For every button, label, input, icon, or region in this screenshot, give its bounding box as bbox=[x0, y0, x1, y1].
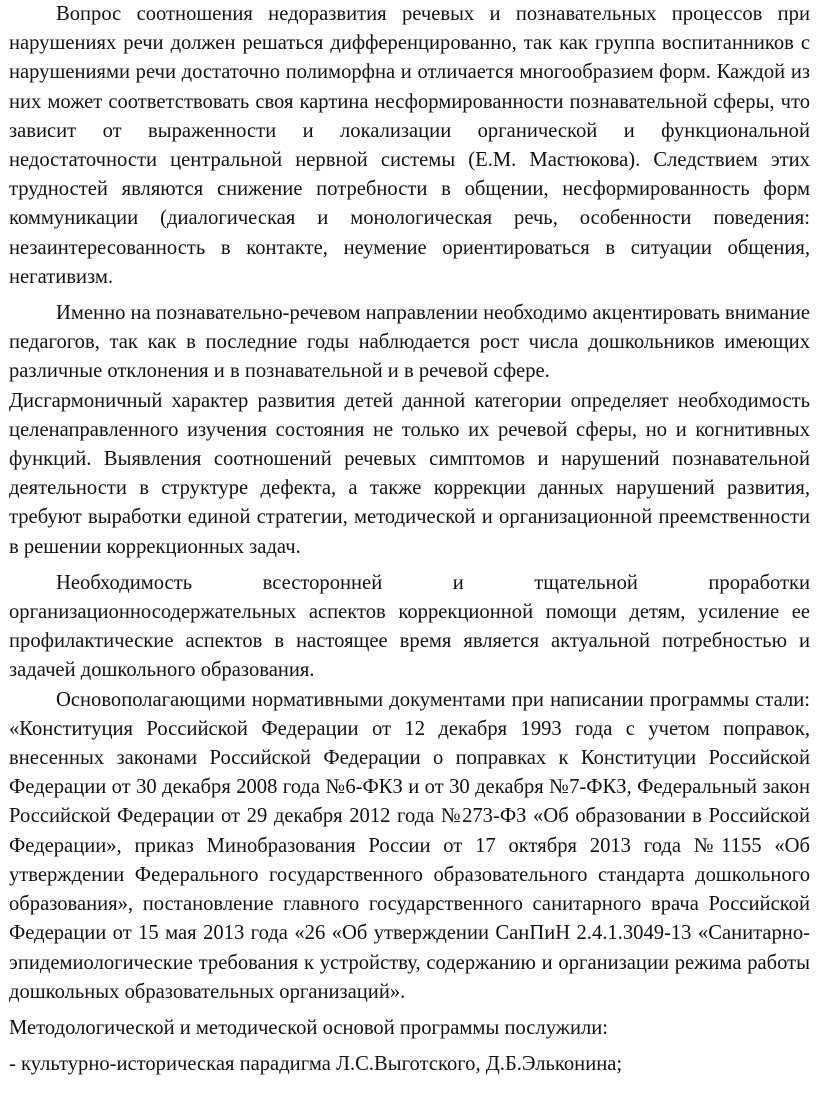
paragraph-speech-cognition: Вопрос соотношения недоразвития речевых и познавательных процессов при нарушениях речи должен решаться дифференцированно, так как группа воспитанников с нарушениями речи достаточно полиморфна и отличается многообразием форм. Каждой из них может соответствовать своя картина несформированности познавательной сферы, что зависит от выраженности и локализации органической и функциональной недостаточности центральной нервной системы (Е.М. Мастюкова). Следствием этих трудностей являются снижение потребности в общении, несформированность форм коммуникации (диалогическая и монологическая речь, особенности поведения: незаинтересованность в контакте, неумение ориентироваться в ситуации общения, негативизм. bbox=[9, 3, 810, 288]
list-item-vygotsky: - культурно-историческая парадигма Л.С.Выготского, Д.Б.Эльконина; bbox=[9, 1053, 623, 1076]
paragraph-teacher-focus: Именно на познавательно-речевом направлении необходимо акцентировать внимание педагогов, так как в последние годы наблюдается рост числа дошкольников имеющих различные отклонения и в познавательной и в речевой сфере. bbox=[9, 302, 810, 383]
paragraph-correction-aspects: Необходимость всесторонней и тщательной проработки организационносодержательных аспектов коррекционной помощи детям, усиление ее профилактические аспектов в настоящее время является актуальной потребностью и задачей дошкольного образования. bbox=[9, 571, 810, 682]
paragraph-normative-documents: Основополагающими нормативными документами при написании программы стали: «Конституция Российской Федерации от 12 декабря 1993 года с учетом поправок, внесенных законами Российской Федерации о поправках к Конституции Российской Федерации от 30 декабря 2008 года №6-ФКЗ и от 30 декабря №7-ФКЗ, Федеральный закон Российской Федерации от 29 декабря 2012 года №273-ФЗ «Об образовании в Российской Федерации», приказ Минобразования России от 17 октября 2013 года №1155 «Об утверждении Федерального государственного образовательного стандарта дошкольного образования», постановление главного государственного санитарного врача Российской Федерации от 15 мая 2013 года «26 «Об утверждении СанПиН 2.4.1.3049-13 «Санитарно-эпидемиологические требования к устройству, содержанию и организации режима работы дошкольных образовательных организаций». bbox=[9, 688, 810, 1003]
paragraph-methodology-intro: Методологической и методической основой программы послужили: bbox=[9, 1016, 608, 1039]
paragraph-disharmonic-development: Дисгармоничный характер развития детей данной категории определяет необходимость целенаправленного изучения состояния не только их речевой сферы, но и когнитивных функций. Выявления соотношений речевых симптомов и нарушений познавательной деятельности в структуре дефекта, а также коррекции данных нарушений развития, требуют выработки единой стратегии, методической и организационной преемственности в решении коррекционных задач. bbox=[9, 389, 810, 558]
